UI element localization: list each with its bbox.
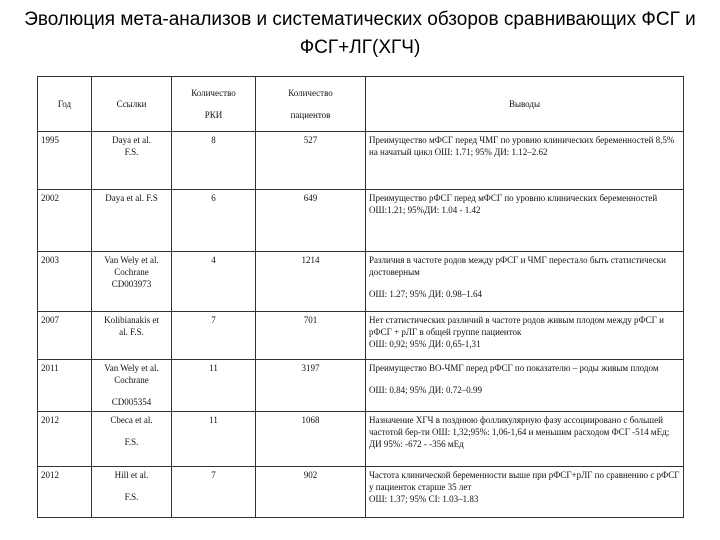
cell-year: 2003 (38, 252, 92, 312)
header-patients-line-1: Количество (288, 88, 333, 98)
cell-year: 2012 (38, 467, 92, 518)
conclusion-text: Преимущество рФСГ перед мФСГ по уровню клинических беременностей (369, 193, 658, 203)
meta-analyses-table (37, 76, 684, 518)
cell-patients: 3197 (256, 360, 366, 412)
cell-ref (92, 360, 172, 412)
header-year: Год (38, 77, 92, 132)
cell-conclusion (366, 252, 684, 312)
ref-line: Kolibianakis et (104, 315, 159, 325)
page-title (20, 6, 700, 62)
cell-patients: 649 (256, 190, 366, 252)
cell-conclusion (366, 132, 684, 190)
conclusion-text: Частота клинической беременности выше при рФСГ+рЛГ по сравнению с рФСГ у пациенток старше 35 лет (369, 470, 680, 492)
cell-year: 1995 (38, 132, 92, 190)
ref-line: al. F.S. (119, 327, 144, 337)
table-row (38, 252, 684, 312)
cell-year: 2007 (38, 312, 92, 360)
ref-line: Cochrane (114, 267, 149, 277)
table-row (38, 132, 684, 190)
conclusion-text: Преимущество ВО-ЧМГ перед рФСГ по показателю – роды живым плодом (369, 363, 659, 373)
cell-conclusion (366, 412, 684, 467)
ref-line: Van Wely et al. (104, 255, 159, 265)
table-row (38, 360, 684, 412)
cell-ref (92, 132, 172, 190)
ref-line: Hill et al. (114, 470, 149, 480)
cell-year: 2011 (38, 360, 92, 412)
table-row (38, 467, 684, 518)
cell-conclusion (366, 360, 684, 412)
cell-patients: 1068 (256, 412, 366, 467)
table-row (38, 412, 684, 467)
conclusion-stats: ОШ: 0.84; 95% ДИ: 0.72–0.99 (369, 385, 482, 395)
cell-patients: 1214 (256, 252, 366, 312)
ref-line: Van Wely et al. (104, 363, 159, 373)
cell-patients: 902 (256, 467, 366, 518)
conclusion-stats: ОШ: 0,92; 95% ДИ: 0,65-1,31 (369, 339, 481, 349)
ref-line: Cbeca et al. (110, 415, 153, 425)
table-row (38, 312, 684, 360)
cell-rct: 7 (172, 467, 256, 518)
cell-rct: 11 (172, 412, 256, 467)
cell-rct: 6 (172, 190, 256, 252)
header-patients (256, 77, 366, 132)
cell-year: 2002 (38, 190, 92, 252)
ref-line: F.S. (124, 147, 139, 157)
conclusion-text: Назначение ХГЧ в позднюю фолликулярную фазу ассоциировано с большей частотой бер-ти ОШ: 1,32;95%: 1,06-1,64 и меньшим расходом ФСГ -514 мЕд; ДИ 95%: -672 - -356 мЕд (369, 415, 670, 449)
ref-line: Cochrane (114, 375, 149, 385)
conclusion-stats: ОШ: 1.37; 95% CI: 1.03–1.83 (369, 494, 479, 504)
title-line-1: Эволюция мета-анализов и систематических обзоров сравнивающих ФСГ и (24, 9, 696, 30)
cell-ref (92, 412, 172, 467)
cell-rct: 4 (172, 252, 256, 312)
conclusion-text: Нет статистических различий в частоте родов живым плодом между рФСГ и рФСГ + рЛГ в общей группе пациенток (369, 315, 664, 337)
cell-rct: 7 (172, 312, 256, 360)
title-line-2: ФСГ+ЛГ(ХГЧ) (299, 37, 421, 58)
header-conclusions: Выводы (366, 77, 684, 132)
cell-ref (92, 467, 172, 518)
header-rct-line-1: Количество (191, 88, 236, 98)
ref-line: F.S. (124, 492, 139, 502)
cell-ref (92, 190, 172, 252)
ref-line: Daya et al. F.S (105, 193, 158, 203)
header-refs: Ссылки (92, 77, 172, 132)
table-row (38, 190, 684, 252)
ref-line: Daya et al. (112, 135, 151, 145)
conclusion-stats: ОШ: 1.27; 95% ДИ: 0.98–1.64 (369, 289, 482, 299)
conclusion-text: Преимущество мФСГ перед ЧМГ по уровню клинических беременностей 8,5% на начатый цикл ОШ: 1.71; 95% ДИ: 1.12–2.62 (369, 135, 675, 157)
header-row (38, 77, 684, 132)
ref-line: CD005354 (111, 397, 152, 407)
cell-year: 2012 (38, 412, 92, 467)
cell-rct: 8 (172, 132, 256, 190)
cell-conclusion (366, 467, 684, 518)
conclusion-text: Различия в частоте родов между рФСГ и ЧМГ перестало быть статистически достоверным (369, 255, 666, 277)
cell-rct: 11 (172, 360, 256, 412)
cell-conclusion (366, 312, 684, 360)
ref-line: CD003973 (111, 279, 152, 289)
cell-conclusion (366, 190, 684, 252)
cell-patients: 527 (256, 132, 366, 190)
cell-patients: 701 (256, 312, 366, 360)
header-rct (172, 77, 256, 132)
ref-line: F.S. (124, 437, 139, 447)
cell-ref (92, 312, 172, 360)
conclusion-stats: ОШ:1.21; 95%ДИ: 1.04 - 1.42 (369, 205, 481, 215)
header-rct-line-2: РКИ (204, 110, 223, 120)
header-patients-line-2: пациентов (290, 110, 331, 120)
cell-ref (92, 252, 172, 312)
